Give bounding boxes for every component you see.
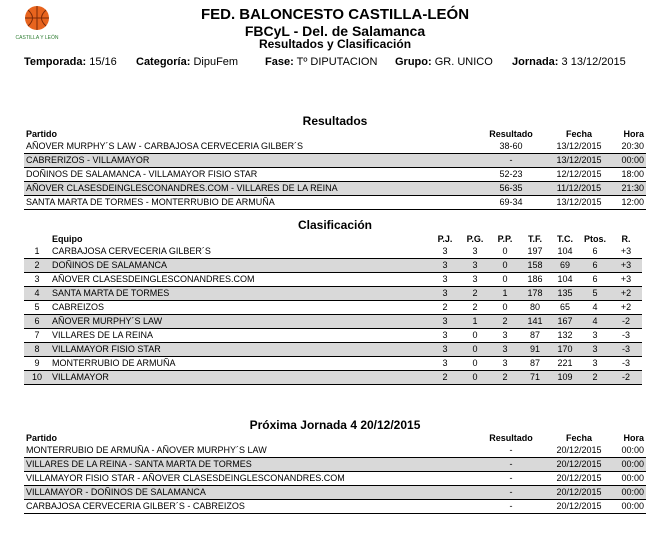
table-cell: VILLAMAYOR bbox=[50, 371, 430, 385]
table-cell: VILLARES DE LA REINA bbox=[50, 329, 430, 343]
table-cell: 0 bbox=[490, 273, 520, 287]
table-cell: - bbox=[476, 472, 546, 486]
table-cell: 2 bbox=[490, 371, 520, 385]
table-cell: 3 bbox=[490, 357, 520, 371]
table-cell: 65 bbox=[550, 301, 580, 315]
table-cell: 2 bbox=[24, 259, 50, 273]
table-cell: - bbox=[476, 444, 546, 458]
table-cell: 91 bbox=[520, 343, 550, 357]
page-subtitle-2: Resultados y Clasificación bbox=[258, 37, 412, 51]
table-cell: 1 bbox=[460, 315, 490, 329]
table-cell: MONTERRUBIO DE ARMUÑA - AÑOVER MURPHY´S LAW bbox=[24, 444, 476, 458]
col-fecha: Fecha bbox=[565, 129, 592, 139]
table-cell: 3 bbox=[490, 329, 520, 343]
table-cell: 3 bbox=[580, 343, 610, 357]
table-cell: 3 bbox=[430, 273, 460, 287]
table-row bbox=[24, 168, 646, 182]
table-cell: 13/12/2015 bbox=[546, 196, 612, 210]
table-cell: CARBAJOSA CERVECERIA GILBER´S bbox=[50, 245, 430, 259]
col-pj: P.J. bbox=[437, 234, 453, 244]
table-cell: CABRERIZOS - VILLAMAYOR bbox=[24, 154, 476, 168]
table-row bbox=[24, 287, 642, 301]
table-cell: 3 bbox=[580, 329, 610, 343]
resultados-header-row bbox=[24, 128, 646, 140]
table-cell: 21:30 bbox=[612, 182, 646, 196]
table-row bbox=[24, 458, 646, 472]
table-cell: 4 bbox=[580, 301, 610, 315]
table-cell: 0 bbox=[460, 371, 490, 385]
table-cell: 10 bbox=[24, 371, 50, 385]
table-cell: DOÑINOS DE SALAMANCA - VILLAMAYOR FISIO STAR bbox=[24, 168, 476, 182]
col-equipo: Equipo bbox=[52, 234, 83, 244]
table-cell: 2 bbox=[490, 315, 520, 329]
table-cell: 6 bbox=[580, 273, 610, 287]
table-row bbox=[24, 245, 642, 259]
col-ptos: Ptos. bbox=[583, 234, 606, 244]
table-cell: 38-60 bbox=[476, 140, 546, 154]
temporada-info: Temporada: 15/16 bbox=[24, 56, 117, 68]
table-cell: +3 bbox=[610, 273, 642, 287]
table-cell: 00:00 bbox=[612, 486, 646, 500]
table-cell: 2 bbox=[460, 287, 490, 301]
col-pos bbox=[24, 233, 50, 245]
table-row bbox=[24, 301, 642, 315]
table-cell: 6 bbox=[580, 245, 610, 259]
table-cell: AÑOVER CLASESDEINGLESCONANDRES.COM - VILLARES DE LA REINA bbox=[24, 182, 476, 196]
table-cell: 20/12/2015 bbox=[546, 444, 612, 458]
col-pg: P.G. bbox=[466, 234, 484, 244]
proxima-header-row bbox=[24, 432, 646, 444]
table-cell: 18:00 bbox=[612, 168, 646, 182]
table-row bbox=[24, 357, 642, 371]
resultados-body bbox=[24, 140, 646, 210]
table-cell: SANTA MARTA DE TORMES bbox=[50, 287, 430, 301]
col-fecha: Fecha bbox=[565, 433, 592, 443]
table-cell: CARBAJOSA CERVECERIA GILBER´S - CABREIZOS bbox=[24, 500, 476, 514]
table-cell: 135 bbox=[550, 287, 580, 301]
table-cell: 20:30 bbox=[612, 140, 646, 154]
proxima-title: Próxima Jornada 4 20/12/2015 bbox=[249, 418, 421, 432]
table-cell: 221 bbox=[550, 357, 580, 371]
table-cell: 00:00 bbox=[612, 472, 646, 486]
col-hora: Hora bbox=[623, 129, 644, 139]
table-cell: -2 bbox=[610, 371, 642, 385]
table-cell: 3 bbox=[460, 245, 490, 259]
col-partido: Partido bbox=[26, 129, 58, 139]
table-cell: 3 bbox=[430, 329, 460, 343]
table-cell: 170 bbox=[550, 343, 580, 357]
table-cell: 132 bbox=[550, 329, 580, 343]
table-cell: 13/12/2015 bbox=[546, 154, 612, 168]
table-cell: 00:00 bbox=[612, 154, 646, 168]
table-cell: 8 bbox=[24, 343, 50, 357]
table-cell: 11/12/2015 bbox=[546, 182, 612, 196]
col-r: R. bbox=[621, 234, 631, 244]
table-cell: SANTA MARTA DE TORMES - MONTERRUBIO DE ARMUÑA bbox=[24, 196, 476, 210]
table-cell: 2 bbox=[580, 371, 610, 385]
table-cell: 4 bbox=[580, 315, 610, 329]
col-partido: Partido bbox=[26, 433, 58, 443]
table-cell: VILLAMAYOR FISIO STAR bbox=[50, 343, 430, 357]
table-cell: 109 bbox=[550, 371, 580, 385]
table-cell: - bbox=[476, 500, 546, 514]
col-pp: P.P. bbox=[497, 234, 513, 244]
table-cell: 20/12/2015 bbox=[546, 472, 612, 486]
table-row bbox=[24, 371, 642, 385]
table-cell: 1 bbox=[24, 245, 50, 259]
table-cell: 52-23 bbox=[476, 168, 546, 182]
table-cell: - bbox=[476, 154, 546, 168]
table-cell: -2 bbox=[610, 315, 642, 329]
table-cell: 87 bbox=[520, 357, 550, 371]
clasificacion-body bbox=[24, 245, 642, 385]
col-resultado: Resultado bbox=[489, 129, 533, 139]
table-cell: 69-34 bbox=[476, 196, 546, 210]
table-row bbox=[24, 343, 642, 357]
categoria-info: Categoría: DipuFem bbox=[136, 56, 239, 68]
table-cell: -3 bbox=[610, 343, 642, 357]
table-cell: +2 bbox=[610, 301, 642, 315]
table-cell: 3 bbox=[430, 245, 460, 259]
table-cell: 2 bbox=[430, 301, 460, 315]
col-tc: T.C. bbox=[556, 234, 573, 244]
table-cell: 0 bbox=[460, 329, 490, 343]
table-row bbox=[24, 273, 642, 287]
table-cell: 5 bbox=[24, 301, 50, 315]
table-cell: 0 bbox=[490, 259, 520, 273]
table-cell: 6 bbox=[24, 315, 50, 329]
fase-info: Fase: Tº DIPUTACION bbox=[265, 56, 378, 68]
table-row bbox=[24, 315, 642, 329]
jornada-info: Jornada: 3 13/12/2015 bbox=[512, 56, 626, 68]
table-row bbox=[24, 259, 642, 273]
table-cell: CABREIZOS bbox=[50, 301, 430, 315]
table-cell: 2 bbox=[460, 301, 490, 315]
table-cell: 3 bbox=[430, 315, 460, 329]
table-cell: 20/12/2015 bbox=[546, 458, 612, 472]
clasificacion-header-row bbox=[24, 233, 642, 245]
table-cell: 104 bbox=[550, 245, 580, 259]
table-cell: 3 bbox=[430, 343, 460, 357]
table-cell: 0 bbox=[460, 357, 490, 371]
table-cell: 3 bbox=[430, 259, 460, 273]
table-row bbox=[24, 500, 646, 514]
col-tf: T.F. bbox=[527, 234, 542, 244]
table-cell: 104 bbox=[550, 273, 580, 287]
table-row bbox=[24, 472, 646, 486]
table-cell: 178 bbox=[520, 287, 550, 301]
table-cell: 3 bbox=[490, 343, 520, 357]
page-title: FED. BALONCESTO CASTILLA-LEÓN bbox=[200, 6, 470, 23]
table-cell: 197 bbox=[520, 245, 550, 259]
table-cell: 4 bbox=[24, 287, 50, 301]
table-row bbox=[24, 140, 646, 154]
proxima-table bbox=[24, 432, 646, 514]
table-cell: 3 bbox=[430, 287, 460, 301]
table-cell: +3 bbox=[610, 259, 642, 273]
table-cell: VILLAMAYOR FISIO STAR - AÑOVER CLASESDEINGLESCONANDRES.COM bbox=[24, 472, 476, 486]
table-row bbox=[24, 329, 642, 343]
table-cell: 2 bbox=[430, 371, 460, 385]
table-cell: - bbox=[476, 486, 546, 500]
table-cell: 0 bbox=[490, 301, 520, 315]
table-cell: 00:00 bbox=[612, 458, 646, 472]
table-cell: 00:00 bbox=[612, 444, 646, 458]
table-cell: 3 bbox=[460, 273, 490, 287]
table-cell: 6 bbox=[580, 259, 610, 273]
table-cell: - bbox=[476, 458, 546, 472]
table-cell: 71 bbox=[520, 371, 550, 385]
table-row bbox=[24, 182, 646, 196]
table-cell: 12/12/2015 bbox=[546, 168, 612, 182]
table-cell: 13/12/2015 bbox=[546, 140, 612, 154]
table-cell: 141 bbox=[520, 315, 550, 329]
clasificacion-table bbox=[24, 233, 642, 385]
table-row bbox=[24, 154, 646, 168]
table-cell: MONTERRUBIO DE ARMUÑA bbox=[50, 357, 430, 371]
table-cell: 158 bbox=[520, 259, 550, 273]
table-cell: VILLAMAYOR - DOÑINOS DE SALAMANCA bbox=[24, 486, 476, 500]
table-cell: 0 bbox=[490, 245, 520, 259]
table-cell: +2 bbox=[610, 287, 642, 301]
table-cell: AÑOVER CLASESDEINGLESCONANDRES.COM bbox=[50, 273, 430, 287]
table-cell: -3 bbox=[610, 329, 642, 343]
table-cell: VILLARES DE LA REINA - SANTA MARTA DE TORMES bbox=[24, 458, 476, 472]
table-cell: +3 bbox=[610, 245, 642, 259]
table-cell: 87 bbox=[520, 329, 550, 343]
table-cell: 00:00 bbox=[612, 500, 646, 514]
col-hora: Hora bbox=[623, 433, 644, 443]
table-cell: 9 bbox=[24, 357, 50, 371]
table-row bbox=[24, 196, 646, 210]
table-cell: 3 bbox=[460, 259, 490, 273]
table-cell: 167 bbox=[550, 315, 580, 329]
table-cell: 56-35 bbox=[476, 182, 546, 196]
table-cell: -3 bbox=[610, 357, 642, 371]
proxima-body bbox=[24, 444, 646, 514]
page-subtitle: FBCyL - Del. de Salamanca bbox=[244, 23, 426, 39]
table-cell: 7 bbox=[24, 329, 50, 343]
table-cell: 3 bbox=[580, 357, 610, 371]
table-cell: 12:00 bbox=[612, 196, 646, 210]
table-cell: 20/12/2015 bbox=[546, 486, 612, 500]
table-cell: AÑOVER MURPHY´S LAW - CARBAJOSA CERVECERIA GILBER´S bbox=[24, 140, 476, 154]
table-row bbox=[24, 486, 646, 500]
clasificacion-title: Clasificación bbox=[297, 218, 373, 232]
table-cell: 69 bbox=[550, 259, 580, 273]
table-cell: DOÑINOS DE SALAMANCA bbox=[50, 259, 430, 273]
table-cell: AÑOVER MURPHY´S LAW bbox=[50, 315, 430, 329]
resultados-table bbox=[24, 128, 646, 210]
table-cell: 1 bbox=[490, 287, 520, 301]
table-cell: 5 bbox=[580, 287, 610, 301]
resultados-title: Resultados bbox=[302, 114, 368, 128]
table-cell: 20/12/2015 bbox=[546, 500, 612, 514]
logo-text: CASTILLA Y LEÓN bbox=[15, 35, 59, 41]
grupo-info: Grupo: GR. UNICO bbox=[395, 56, 493, 68]
table-cell: 80 bbox=[520, 301, 550, 315]
col-resultado: Resultado bbox=[489, 433, 533, 443]
table-cell: 0 bbox=[460, 343, 490, 357]
table-row bbox=[24, 444, 646, 458]
table-cell: 3 bbox=[430, 357, 460, 371]
table-cell: 186 bbox=[520, 273, 550, 287]
table-cell: 3 bbox=[24, 273, 50, 287]
